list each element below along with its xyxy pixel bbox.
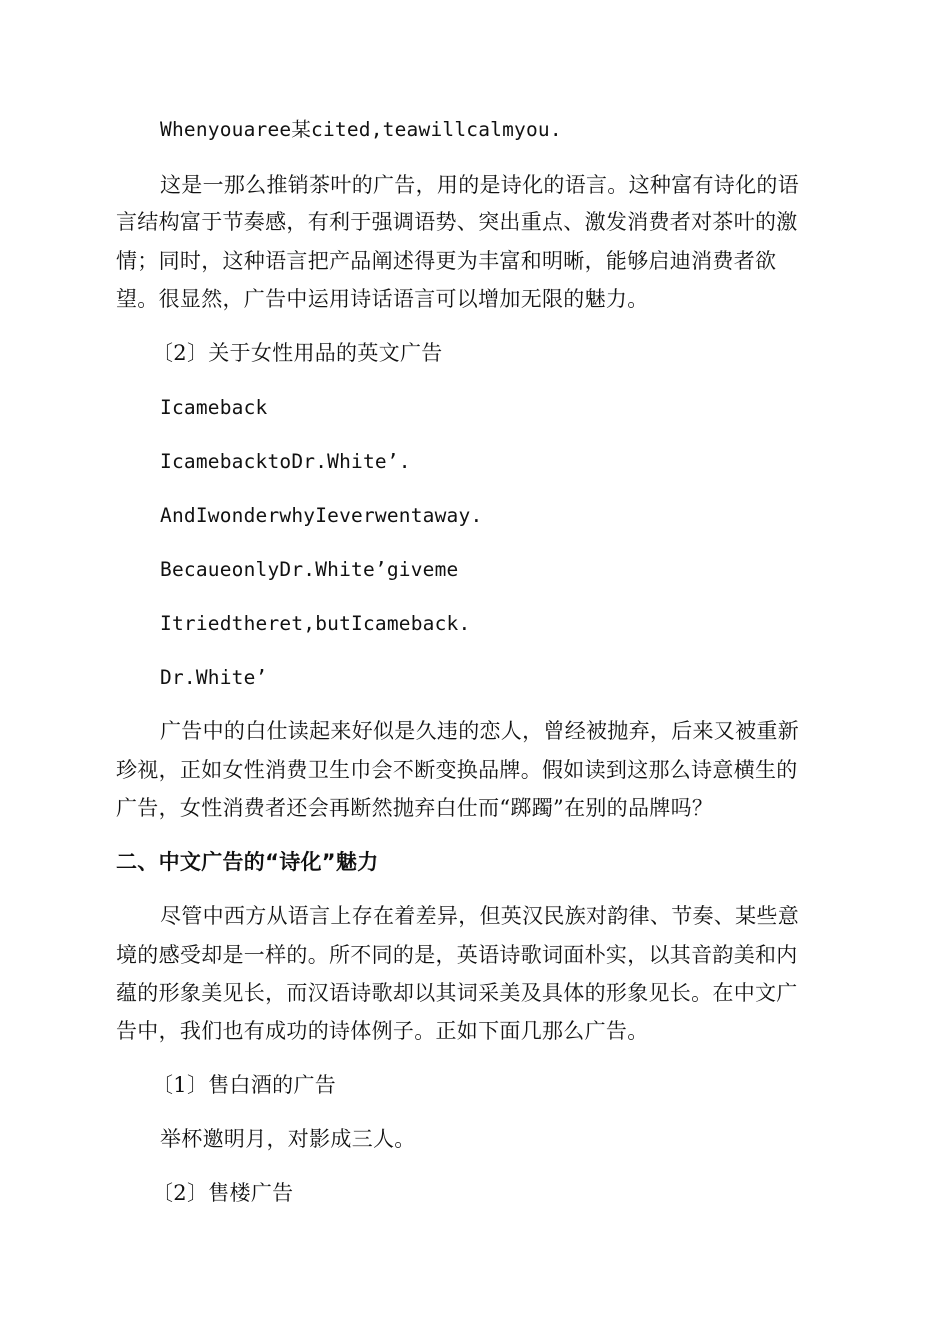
section-heading: 二、中文广告的“诗化”魅力: [116, 850, 379, 874]
section-2-label: 〔2〕关于女性用品的英文广告: [152, 341, 443, 365]
tea-comment-line: 这是一那么推销茶叶的广告，用的是诗化的语言。这种富有诗化的语: [160, 173, 799, 197]
item-1-text: 举杯邀明月，对影成三人。: [160, 1127, 416, 1151]
chinese-intro-line: 尽管中西方从语言上存在着差异，但英汉民族对韵律、节奏、某些意: [160, 904, 799, 928]
item-1-label: 〔1〕售白酒的广告: [152, 1073, 337, 1097]
tea-comment-line: 望。很显然，广告中运用诗话语言可以增加无限的魅力。: [116, 287, 649, 311]
white-ad-line: Icameback: [160, 396, 268, 419]
white-ad-line: Itriedtheret,butIcameback.: [160, 612, 471, 635]
tea-ad-line: Whenyouaree某cited,teawillcalmyou.: [160, 118, 562, 141]
chinese-intro-line: 蕴的形象美见长，而汉语诗歌却以其词采美及具体的形象见长。在中文广: [116, 981, 798, 1005]
tea-comment-line: 言结构富于节奏感，有利于强调语势、突出重点、激发消费者对茶叶的激: [116, 210, 798, 234]
white-ad-line: BecaueonlyDr.White’giveme: [160, 558, 459, 581]
white-ad-line: Dr.White’: [160, 666, 268, 689]
item-2-label: 〔2〕售楼广告: [152, 1181, 294, 1205]
white-comment-line: 珍视，正如女性消费卫生巾会不断变换品牌。假如读到这那么诗意横生的: [116, 758, 798, 782]
white-comment-line: 广告，女性消费者还会再断然抛弃白仕而“踯躅”在别的品牌吗？: [116, 796, 714, 820]
white-ad-line: AndIwonderwhyIeverwentaway.: [160, 504, 483, 527]
chinese-intro-line: 告中，我们也有成功的诗体例子。正如下面几那么广告。: [116, 1019, 649, 1043]
tea-comment-line: 情；同时，这种语言把产品阐述得更为丰富和明晰，能够启迪消费者欲: [116, 249, 777, 273]
white-comment-line: 广告中的白仕读起来好似是久违的恋人，曾经被抛弃，后来又被重新: [160, 719, 799, 743]
chinese-intro-line: 境的感受却是一样的。所不同的是，英语诗歌词面朴实，以其音韵美和内: [116, 943, 798, 967]
white-ad-line: IcamebacktoDr.White’.: [160, 450, 411, 473]
